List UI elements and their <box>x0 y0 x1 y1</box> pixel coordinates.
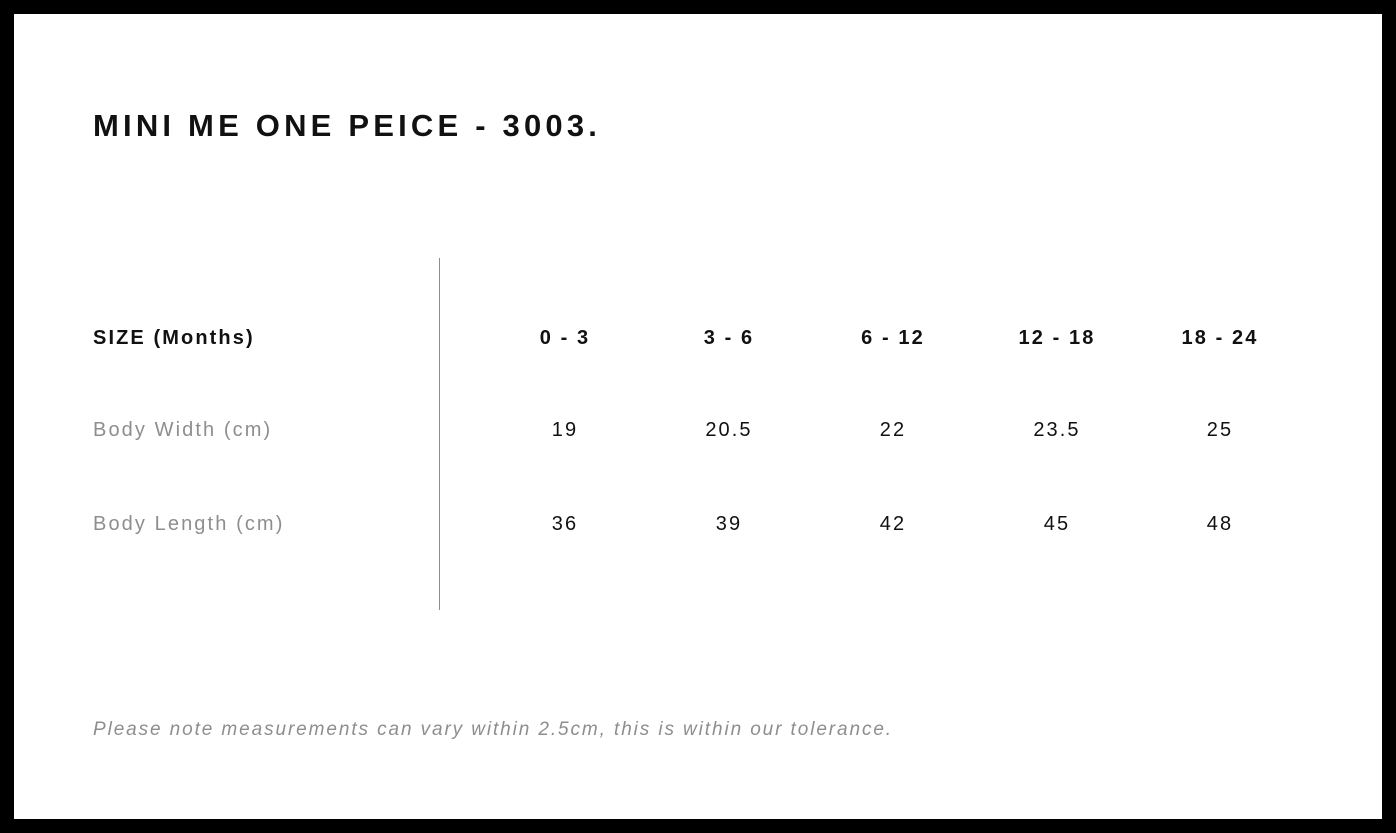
table-column-header: 18 - 24 <box>1181 327 1259 349</box>
tolerance-note: Please note measurements can vary within 2.5cm, this is within our tolerance. <box>93 719 893 740</box>
table-cell: 48 <box>1206 513 1234 535</box>
table-cell: 19 <box>551 419 579 441</box>
table-row-label-header: SIZE (Months) <box>93 327 255 349</box>
table-header-row <box>14 327 1382 355</box>
table-cell: 20.5 <box>705 419 753 441</box>
page-title: MINI ME ONE PEICE - 3003. <box>93 108 602 143</box>
size-table <box>14 14 1382 819</box>
table-row <box>14 513 1382 541</box>
table-row <box>14 419 1382 447</box>
table-cell: 39 <box>715 513 743 535</box>
table-cell: 36 <box>551 513 579 535</box>
table-cell: 42 <box>879 513 907 535</box>
table-cell: 25 <box>1206 419 1234 441</box>
table-row-label: Body Length (cm) <box>93 513 285 535</box>
table-column-header: 0 - 3 <box>539 327 591 349</box>
table-cell: 23.5 <box>1033 419 1081 441</box>
table-cell: 45 <box>1043 513 1071 535</box>
table-cell: 22 <box>879 419 907 441</box>
table-column-header: 12 - 18 <box>1018 327 1096 349</box>
table-row-label: Body Width (cm) <box>93 419 273 441</box>
size-chart-page <box>14 14 1382 819</box>
table-column-header: 3 - 6 <box>703 327 755 349</box>
table-column-header: 6 - 12 <box>861 327 925 349</box>
